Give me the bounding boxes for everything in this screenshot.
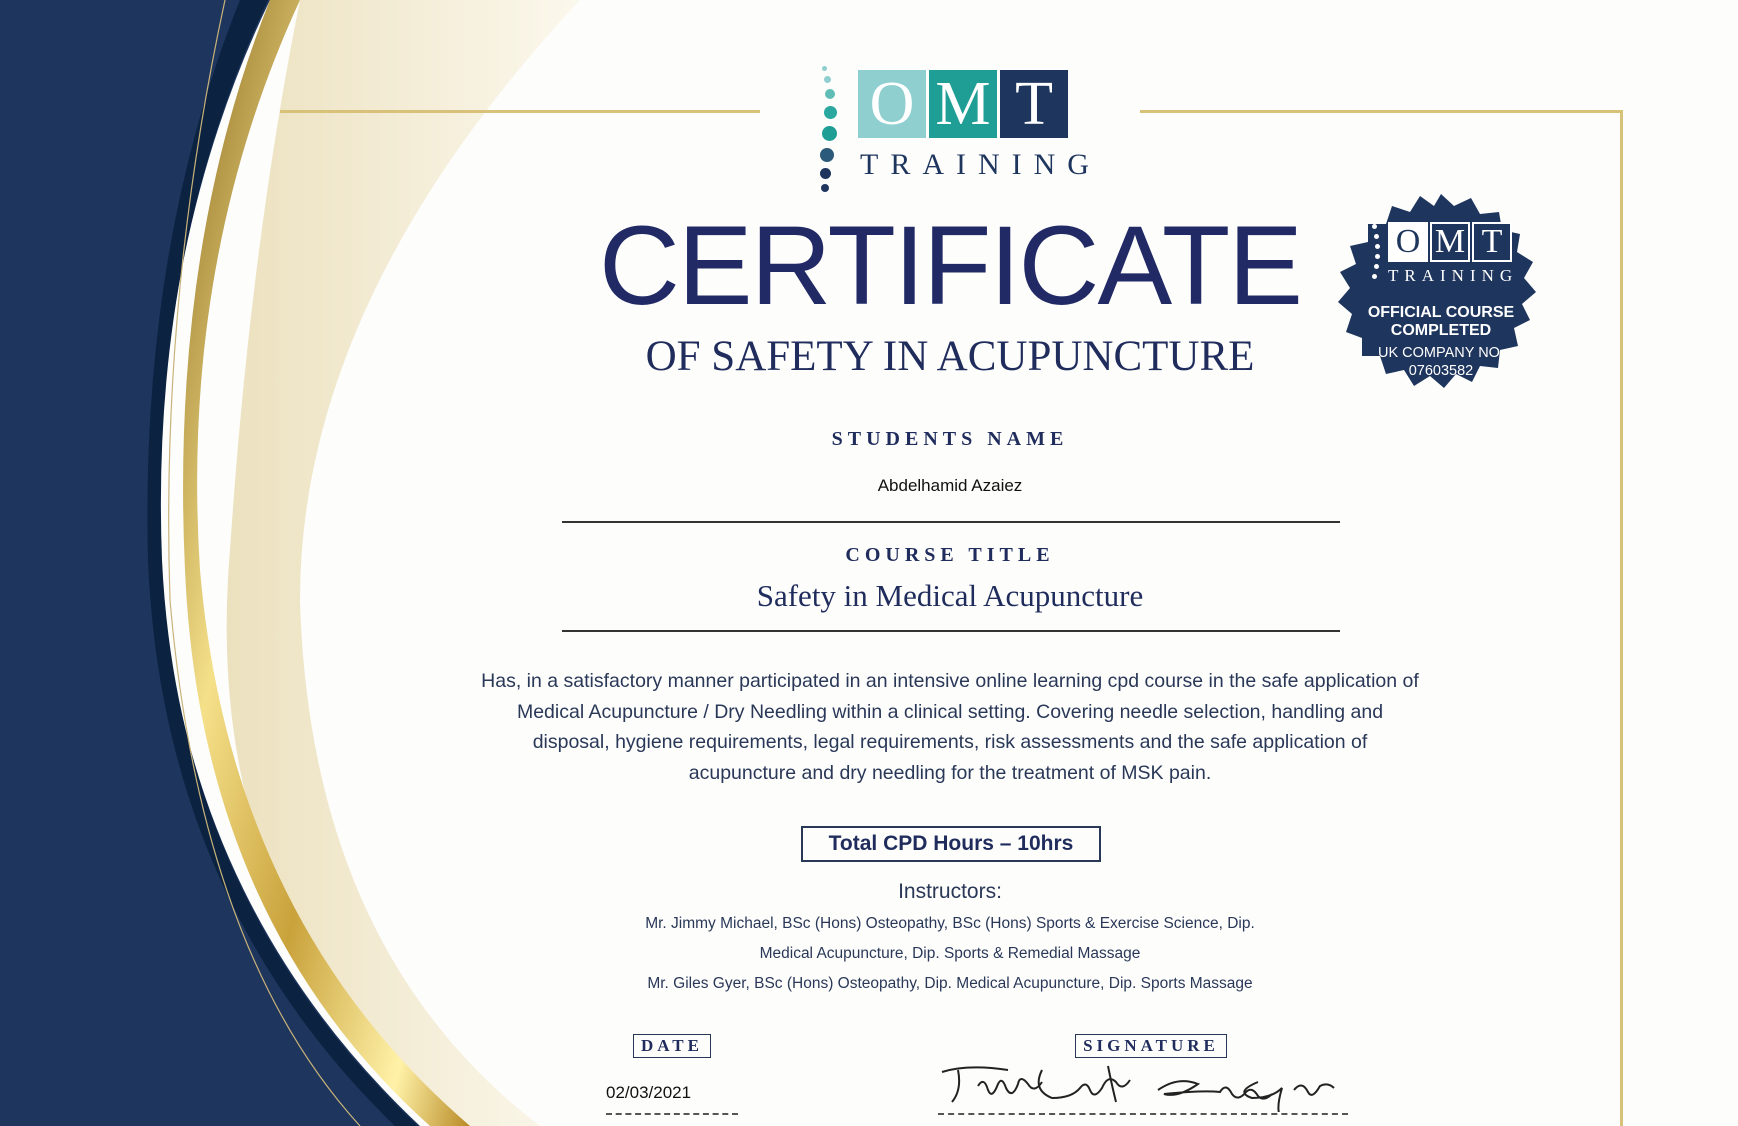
frame-line-top-right [1140,110,1622,113]
logo-training-text: TRAINING [860,148,1101,181]
certificate-subtitle: OF SAFETY IN ACUPUNCTURE [645,333,1255,380]
logo-dots-icon [812,64,842,184]
student-name: Abdelhamid Azaiez [877,476,1023,495]
omt-logo [812,64,1102,184]
date-value: 02/03/2021 [606,1083,692,1102]
seal-line-official: OFFICIAL COURSE [1367,304,1515,321]
frame-line-top-left [280,110,760,113]
handwritten-signature [938,1060,1348,1112]
seal-line-company: UK COMPANY NO. [1378,345,1504,361]
certificate-title: CERTIFICATE [599,203,1301,328]
instructor-line: Mr. Giles Gyer, BSc (Hons) Osteopathy, Dip. Medical Acupuncture, Dip. Sports Massage [647,975,1253,992]
seal-training-text: TRAINING [1388,266,1519,285]
course-title-label: COURSE TITLE [845,544,1055,566]
signature-label: SIGNATURE [1075,1034,1227,1058]
seal-logo [1366,220,1546,300]
seal-letter-t: T [1472,222,1512,262]
signature-dashed-line [938,1113,1348,1115]
seal-line-number: 07603582 [1408,363,1474,379]
seal-official-text [1316,304,1566,340]
frame-line-right [1620,110,1623,1126]
course-description: Has, in a satisfactory manner participated in an intensive online learning cpd course in the safe application of Medical Acupuncture / Dry Needling within a clinical setting. Covering needle selection, handling and disposal, hygiene requirements, legal requirements, risk assessments and the safe application of acupuncture and dry needling for the treatment of MSK pain. [481,670,1419,784]
course-title: Safety in Medical Acupuncture [756,578,1144,613]
seal-letter-m: M [1430,222,1470,262]
seal-company-text [1316,344,1566,380]
logo-letter-t: T [1000,70,1068,138]
instructor-line: Mr. Jimmy Michael, BSc (Hons) Osteopathy, BSc (Hons) Sports & Exercise Science, Dip. [645,915,1255,932]
logo-letter-m: M [929,70,997,138]
seal-letter-o: O [1388,222,1428,262]
date-dashed-line [606,1113,738,1115]
course-title-rule [562,630,1340,632]
date-label: DATE [633,1034,711,1058]
instructor-line: Medical Acupuncture, Dip. Sports & Remedial Massage [759,945,1141,962]
seal-line-completed: COMPLETED [1390,322,1492,339]
student-name-label: STUDENTS NAME [831,428,1069,450]
cpd-hours-box: Total CPD Hours – 10hrs [801,826,1101,862]
student-name-rule [562,521,1340,523]
logo-letter-o: O [858,70,926,138]
instructors-label: Instructors: [898,880,1002,903]
